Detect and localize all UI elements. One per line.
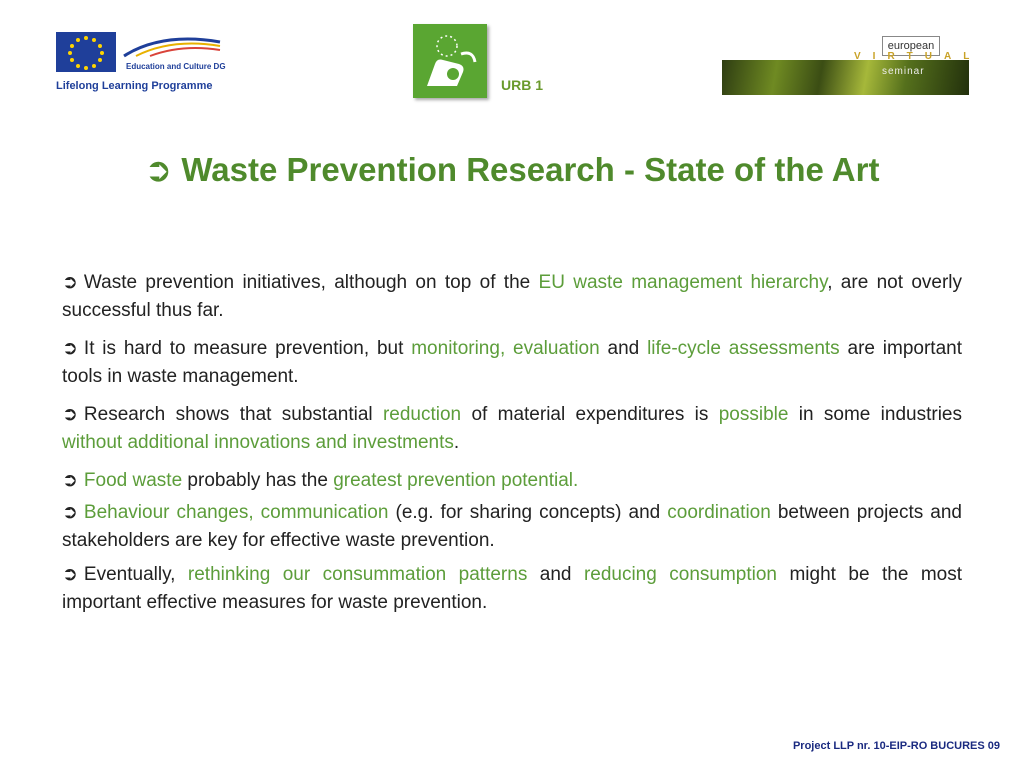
bullet-list xyxy=(62,268,962,624)
swoosh-icon xyxy=(122,36,222,58)
bullet-item xyxy=(62,498,962,555)
hand-globe-icon xyxy=(413,24,487,98)
bullet-highlight: possible xyxy=(718,404,789,425)
bullet-highlight: monitoring, evaluation xyxy=(411,338,600,359)
bullet-text: and xyxy=(527,564,584,585)
bullet-arrow-icon: ➲ xyxy=(62,337,78,359)
bullet-text: between projects and stakeholders are key for effective waste prevention. xyxy=(62,502,962,551)
eu-lifelong-learning-logo xyxy=(56,30,226,94)
eu-flag-icon xyxy=(56,32,116,72)
urb-label: URB 1 xyxy=(501,77,544,93)
bullet-arrow-icon: ➲ xyxy=(62,403,78,425)
bullet-text: Waste prevention initiatives, although on top of the xyxy=(83,272,539,293)
bullet-arrow-icon: ➲ xyxy=(62,271,78,293)
bullet-highlight: Food waste xyxy=(83,470,183,491)
bullet-item xyxy=(62,466,962,495)
bullet-text: , are not overly successful thus far. xyxy=(62,272,963,321)
bullet-text: Research shows that substantial xyxy=(83,404,383,425)
european-virtual-seminar-logo xyxy=(722,36,982,96)
footer-project-label: Project LLP nr. 10-EIP-RO BUCURES 09 xyxy=(792,740,1000,752)
title-arrow-icon: ➲ xyxy=(144,151,173,188)
bullet-arrow-icon: ➲ xyxy=(62,501,78,523)
bullet-highlight: coordination xyxy=(667,502,771,523)
bullet-highlight: Behaviour changes, communication xyxy=(83,502,389,523)
bullet-text: and xyxy=(599,338,648,359)
bullet-item xyxy=(62,268,962,325)
bullet-highlight: EU waste management hierarchy xyxy=(538,272,828,293)
bullet-text: of material expenditures is xyxy=(461,404,719,425)
bullet-item xyxy=(62,334,962,391)
bullet-item xyxy=(62,400,962,457)
bullet-highlight: reduction xyxy=(382,404,462,425)
bullet-text: It is hard to measure prevention, but xyxy=(83,338,412,359)
bullet-item xyxy=(62,560,962,617)
slide-title xyxy=(0,150,1024,189)
urb-logo xyxy=(413,24,487,98)
bullet-text: Eventually, xyxy=(83,564,188,585)
bullet-arrow-icon: ➲ xyxy=(62,563,78,585)
eu-dg-label: Education and Culture DG xyxy=(126,62,226,71)
bullet-arrow-icon: ➲ xyxy=(62,469,78,491)
leaf-image xyxy=(722,60,969,95)
bullet-highlight: rethinking our consummation patterns xyxy=(187,564,528,585)
bullet-text: . xyxy=(453,432,460,453)
evs-virtual-label: VIRTUAL xyxy=(854,51,982,62)
bullet-highlight: without additional innovations and investments xyxy=(62,432,454,453)
bullet-text: (e.g. for sharing concepts) and xyxy=(388,502,668,523)
bullet-text: in some industries xyxy=(788,404,962,425)
bullet-text: might be the most important effective measures for waste prevention. xyxy=(62,564,963,613)
bullet-highlight: greatest prevention potential. xyxy=(333,470,579,491)
bullet-text: are important tools in waste management. xyxy=(62,338,962,387)
evs-seminar-label: seminar xyxy=(882,66,925,77)
bullet-text: probably has the xyxy=(182,470,334,491)
evs-european-label: european xyxy=(882,36,940,56)
bullet-highlight: reducing consumption xyxy=(583,564,778,585)
title-text: Waste Prevention Research - State of the Art xyxy=(181,151,880,188)
bullet-highlight: life-cycle assessments xyxy=(647,338,840,359)
eu-programme-label: Lifelong Learning Programme xyxy=(56,80,213,92)
